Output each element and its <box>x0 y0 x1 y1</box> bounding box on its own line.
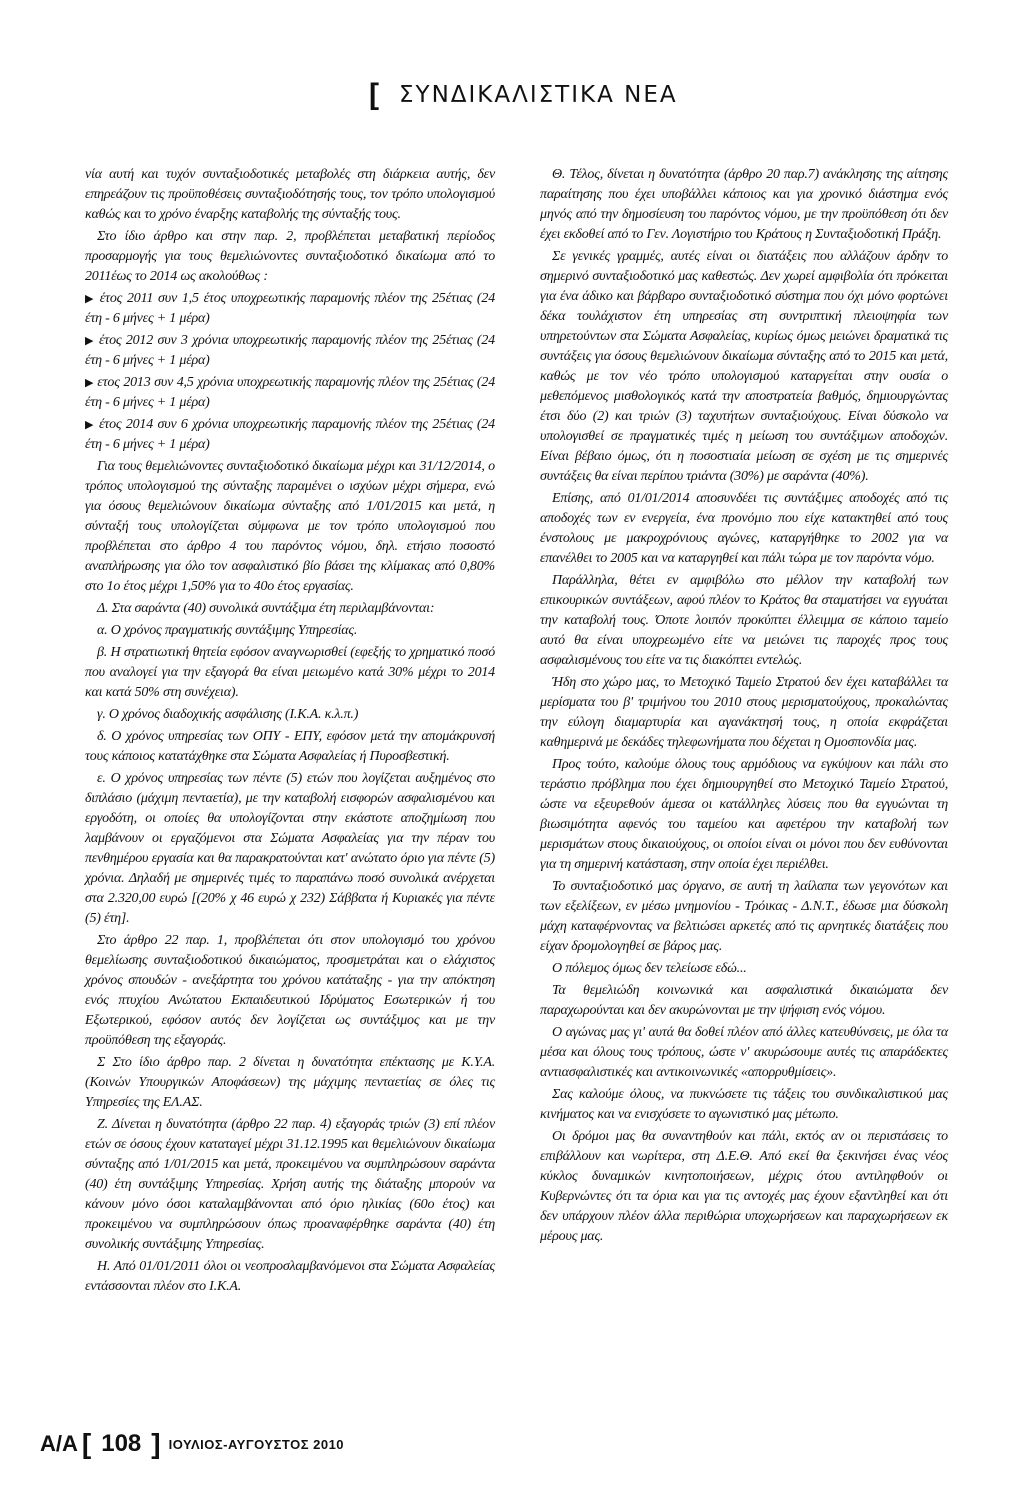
paragraph: Παράλληλα, θέτει εν αμφιβόλω στο μέλλον την καταβολή των επικουρικών συντάξεων, αφού πλέον το Κράτος θα σταματήσει να εγγυάται την καταβολή τους. Όποτε λοιπόν προκύπτει έλλειμμα σε κάποιο ταμείο αυτό θα είναι υποχρεωμένο είτε να μειώνει τις παροχές προς τους ασφαλισμένους του είτε να τις διακόπτει εντελώς. <box>540 573 948 668</box>
paragraph: Ήδη στο χώρο μας, το Μετοχικό Ταμείο Στρατού δεν έχει καταβάλλει τα μερίσματα του β' τριμήνου του 2010 στους μερισματούχους, προκαλώντας την εύλογη διαμαρτυρία και αγανάκτησή τους, η οποία εκφράζεται καθημερινά με δεκάδες τηλεφωνήματα που δέχεται η Ομοσπονδία μας. <box>540 675 948 750</box>
paragraph: Σε γενικές γραμμές, αυτές είναι οι διατάξεις που αλλάζουν άρδην το σημερινό συνταξιοδοτικό μας καθεστώς. Δεν χωρεί αμφιβολία ότι πρόκειται για ένα άδικο και βάρβαρο συνταξιοδοτικό σύστημα που όχι μόνο φορτώνει δέκα τουλάχιστον έτη υπηρεσίας στη συντριπτική πλειοψηφία των υπηρετούντων στα Σώματα Ασφαλείας, κυρίως όμως μειώνει δραματικά τις συντάξεις για όσους θεμελιώνουν δικαίωμα σύνταξης από το 2015 και μετά, καθώς με τον νέο τρόπο υπολογισμού καταργείται στην ουσία ο μεθεπόμενος μισθολογικός κατά την αποστρατεία βαθμός, δημιουργώντας έτσι δύο (2) και τριών (3) ταχυτήτων συνταξιούχους. Είναι δύσκολο να υπολογισθεί σε πραγματικές τιμές η μείωση του συντάξιμων αποδοχών. Είναι βέβαιο όμως, ότι η ποσοστιαία μείωση σε σχέση με τις σημερινές συντάξεις θα είναι περίπου τριάντα (30%) με σαράντα (40%). <box>540 249 948 484</box>
paragraph: Οι δρόμοι μας θα συναντηθούν και πάλι, εκτός αν οι περιστάσεις το επιβάλλουν και νωρίτερα, στη Δ.Ε.Θ. Από εκεί θα ξεκινήσει ένας νέος κύκλος δυναμικών κινητοποιήσεων, μέχρις ότου αντιληφθούν οι Κυβερνώντες ότι τα όρια και για τις αντοχές μας έχουν εξαντληθεί και ότι δεν υπάρχουν πλέον άλλα περιθώρια υποχωρήσεων και παραχωρήσεων εκ μέρους μας. <box>540 1129 948 1244</box>
bullet-item <box>85 415 495 455</box>
footer-bracket-close: ] <box>151 1428 161 1459</box>
paragraph: Στο άρθρο 22 παρ. 1, προβλέπεται ότι στον υπολογισμό του χρόνου θεμελίωσης συνταξιοδοτικού δικαιώματος, προσμετράται και ο ελάχιστος χρόνος σπουδών - ανεξάρτητα του χρόνου κατάταξης - για την απόκτηση ενός πτυχίου Ανώτατου Εκπαιδευτικού Ιδρύματος Εσωτερικών ή του Εξωτερικού, εφόσον αυτός δεν λογίζεται ως συντάξιμος και με την προϋπόθεση της εξαγοράς. <box>85 933 495 1048</box>
issue-date: ΙΟΥΛΙΟΣ-ΑΥΓΟΥΣΤΟΣ 2010 <box>168 1436 345 1452</box>
paragraph: νία αυτή και τυχόν συνταξιοδοτικές μεταβολές στη διάρκεια αυτής, δεν επηρεάζουν τις προϋποθέσεις συνταξιοδότησής τους, τον τρόπο υπολογισμού καθώς και το χρόνο έναρξης καταβολής της σύνταξής τους. <box>85 167 495 222</box>
paragraph: Σ Στο ίδιο άρθρο παρ. 2 δίνεται η δυνατότητα επέκτασης με Κ.Υ.Α. (Κοινών Υπουργικών Αποφάσεων) της μάχιμης πενταετίας σε όλες τις Υπηρεσίες της ΕΛ.ΑΣ. <box>85 1055 495 1110</box>
paragraph: Το συνταξιοδοτικό μας όργανο, σε αυτή τη λαίλαπα των γεγονότων και των εξελίξεων, εν μέσω μνημονίου - Τρόικας - Δ.Ν.Τ., έδωσε μια δύσκολη μάχη καταφέρνοντας να βελτιώσει αρκετές από τις αρνητικές διατάξεις που είχαν δρομολογηθεί σε βάρος μας. <box>540 879 948 954</box>
paragraph: Η. Από 01/01/2011 όλοι οι νεοπροσλαμβανόμενοι στα Σώματα Ασφαλείας εντάσσονται πλέον στο Ι.Κ.Α. <box>85 1259 495 1294</box>
paragraph: Ο πόλεμος όμως δεν τελείωσε εδώ... <box>552 961 747 976</box>
bullet-item <box>85 373 495 413</box>
paragraph: Δ. Στα σαράντα (40) συνολικά συντάξιμα έτη περιλαμβάνονται: <box>97 601 435 616</box>
paragraph: γ. Ο χρόνος διαδοχικής ασφάλισης (Ι.Κ.Α. κ.λ.π.) <box>97 707 359 722</box>
paragraph: δ. Ο χρόνος υπηρεσίας των ΟΠΥ - ΕΠΥ, εφόσον μετά την απομάκρυνσή τους κάποιος κατατάχθηκε στα Σώματα Ασφαλείας ή Πυροσβεστική. <box>85 729 495 764</box>
page-footer <box>40 1428 344 1460</box>
right-column <box>540 165 948 1249</box>
paragraph: Θ. Τέλος, δίνεται η δυνατότητα (άρθρο 20 παρ.7) ανάκλησης της αίτησης παραίτησης που έχει υποβάλλει κάποιος και για χρονικό διάστημα ενός μηνός από την δημοσίευση του παρόντος νόμου, με την προϋπόθεση ότι δεν έχει εκδοθεί από το Γεν. Λογιστήριο του Κράτους η Συνταξιοδοτική Πράξη. <box>540 167 948 242</box>
paragraph: Για τους θεμελιώνοντες συνταξιοδοτικό δικαίωμα μέχρι και 31/12/2014, ο τρόπος υπολογισμού της σύνταξης παραμένει ο ισχύων μέχρι σήμερα, ενώ για όσους θεμελιώνουν δικαίωμα σύνταξης από 1/01/2015 και μετά, η σύνταξή τους υπολογίζεται σύμφωνα με τον τρόπο υπολογισμού που προβλέπεται στο άρθρο 4 του παρόντος νόμου, δηλ. ετήσιο ποσοστό αναπλήρωσης για όλο τον ασφαλιστικό βίο βάσει της κλίμακας από 0,80% στο 1ο έτος μέχρι 1,50% για το 40ο έτος εργασίας. <box>85 459 495 594</box>
bullet-text: έτος 2012 συν 3 χρόνια υποχρεωτικής παραμονής πλέον της 25έτιας (24 έτη - 6 μήνες + 1 μέρα) <box>85 333 495 368</box>
paragraph: α. Ο χρόνος πραγματικής συντάξιμης Υπηρεσίας. <box>97 623 358 638</box>
triangle-bullet-icon: ▶ <box>85 419 95 431</box>
section-title: ΣΥΝΔΙΚΑΛΙΣΤΙΚΑ ΝΕΑ <box>399 82 678 108</box>
page-header <box>369 80 678 110</box>
bullet-item <box>85 331 495 371</box>
header-bracket: [ <box>369 78 379 111</box>
paragraph: β. Η στρατιωτική θητεία εφόσον αναγνωρισθεί (εφεξής το χρηματικό ποσό που αναλογεί για την εξαγορά θα είναι μειωμένο κατά 30% μέχρι το 2014 και κατά 50% στη συνέχεια). <box>85 645 495 700</box>
footer-bracket-open: [ <box>81 1428 92 1459</box>
bullet-text: έτος 2014 συν 6 χρόνια υποχρεωτικής παραμονής πλέον της 25έτιας (24 έτη - 6 μήνες + 1 μέρα) <box>85 417 495 452</box>
page-number: 108 <box>101 1430 142 1457</box>
paragraph: Προς τούτο, καλούμε όλους τους αρμόδιους να εγκύψουν και πάλι στο τεράστιο πρόβλημα που έχει δημιουργηθεί στο Μετοχικό Ταμείο Στρατού, ώστε να εξευρεθούν άμεσα οι κατάλληλες λύσεις που θα εγγυώνται τη βιωσιμότητα αφενός του ταμείου και αφετέρου την καταβολή των μερισμάτων στους δικαιούχους, οι οποίοι είναι οι μόνοι που δεν ευθύνονται για τη σημερινή κατάσταση, στην οποία έχει περιέλθει. <box>540 757 948 872</box>
bullet-item <box>85 289 495 329</box>
triangle-bullet-icon: ▶ <box>85 335 95 347</box>
bullet-text: έτος 2011 συν 1,5 έτος υποχρεωτικής παραμονής πλέον της 25έτιας (24 έτη - 6 μήνες + 1 μέρα) <box>85 291 495 326</box>
paragraph: Στο ίδιο άρθρο και στην παρ. 2, προβλέπεται μεταβατική περίοδος προσαρμογής για τους θεμελιώνοντες συνταξιοδοτικό δικαίωμα από το 2011έως το 2014 ως ακολούθως : <box>85 229 495 284</box>
paragraph: ε. Ο χρόνος υπηρεσίας των πέντε (5) ετών που λογίζεται αυξημένος στο διπλάσιο (μάχιμη πενταετία), με την καταβολή εισφορών ασφαλισμένου και εργοδότη, οι οποίες θα υπολογίζονται στην εκάστοτε αποζημίωση που λαμβάνουν οι εργαζόμενοι στα Σώματα Ασφαλείας για την πέραν του πενθημέρου εργασία και θα παρακρατούνται κατ' ανώτατο όριο για πέντε (5) χρόνια. Δηλαδή με σημερινές τιμές το παραπάνω ποσό συνολικά ανέρχεται στα 2.320,00 ευρώ [(20% χ 46 ευρώ χ 232) Σάββατα ή Κυριακές για πέντε (5) έτη]. <box>85 771 495 926</box>
left-column <box>85 165 495 1299</box>
paragraph: Τα θεμελιώδη κοινωνικά και ασφαλιστικά δικαιώματα δεν παραχωρούνται και δεν ακυρώνονται με την ψήφιση ενός νόμου. <box>540 983 948 1018</box>
triangle-bullet-icon: ▶ <box>85 293 95 305</box>
triangle-bullet-icon: ▶ <box>85 377 94 389</box>
paragraph: Ο αγώνας μας γι' αυτά θα δοθεί πλέον από άλλες κατευθύνσεις, με όλα τα μέσα και όλους τους τρόπους, ώστε ν' ακυρώσουμε αυτές τις απαράδεκτες αντιασφαλιστικές και αντικοινωνικές «απορρυθμίσεις». <box>540 1025 948 1080</box>
bullet-text: ετος 2013 συν 4,5 χρόνια υποχρεωτικής παραμονής πλέον της 25έτιας (24 έτη - 6 μήνες + 1 μέρα) <box>85 375 495 410</box>
journal-name: Α/Α <box>40 1431 78 1456</box>
paragraph: Ζ. Δίνεται η δυνατότητα (άρθρο 22 παρ. 4) εξαγοράς τριών (3) επί πλέον ετών σε όσους έχουν καταταγεί μέχρι 31.12.1995 και θεμελιώνουν δικαίωμα σύνταξης από 1/01/2015 και μετά, προκειμένου να συμπληρώσουν σαράντα (40) έτη συντάξιμης Υπηρεσίας. Χρήση αυτής της διάταξης μπορούν να κάνουν μόνο όσοι καταλαμβάνονται από όριο ηλικίας (60ο έτος) και προκειμένου να συμπληρώσουν όπως προαναφέρθηκε σαράντα (40) έτη συνολικής συντάξιμης Υπηρεσίας. <box>85 1117 495 1252</box>
paragraph: Σας καλούμε όλους, να πυκνώσετε τις τάξεις του συνδικαλιστικού μας κινήματος και να ενισχύσετε το αγωνιστικό μας μέτωπο. <box>540 1087 948 1122</box>
paragraph: Επίσης, από 01/01/2014 αποσυνδέει τις συντάξιμες αποδοχές από τις αποδοχές των εν ενεργεία, ένα προνόμιο που είχε κατακτηθεί από τους ένστολους με μακροχρόνιους αγώνες, καταργήθηκε το 2002 για να επανέλθει το 2005 και να καταργηθεί και πάλι τώρα με τον παρόντα νόμο. <box>540 491 948 566</box>
